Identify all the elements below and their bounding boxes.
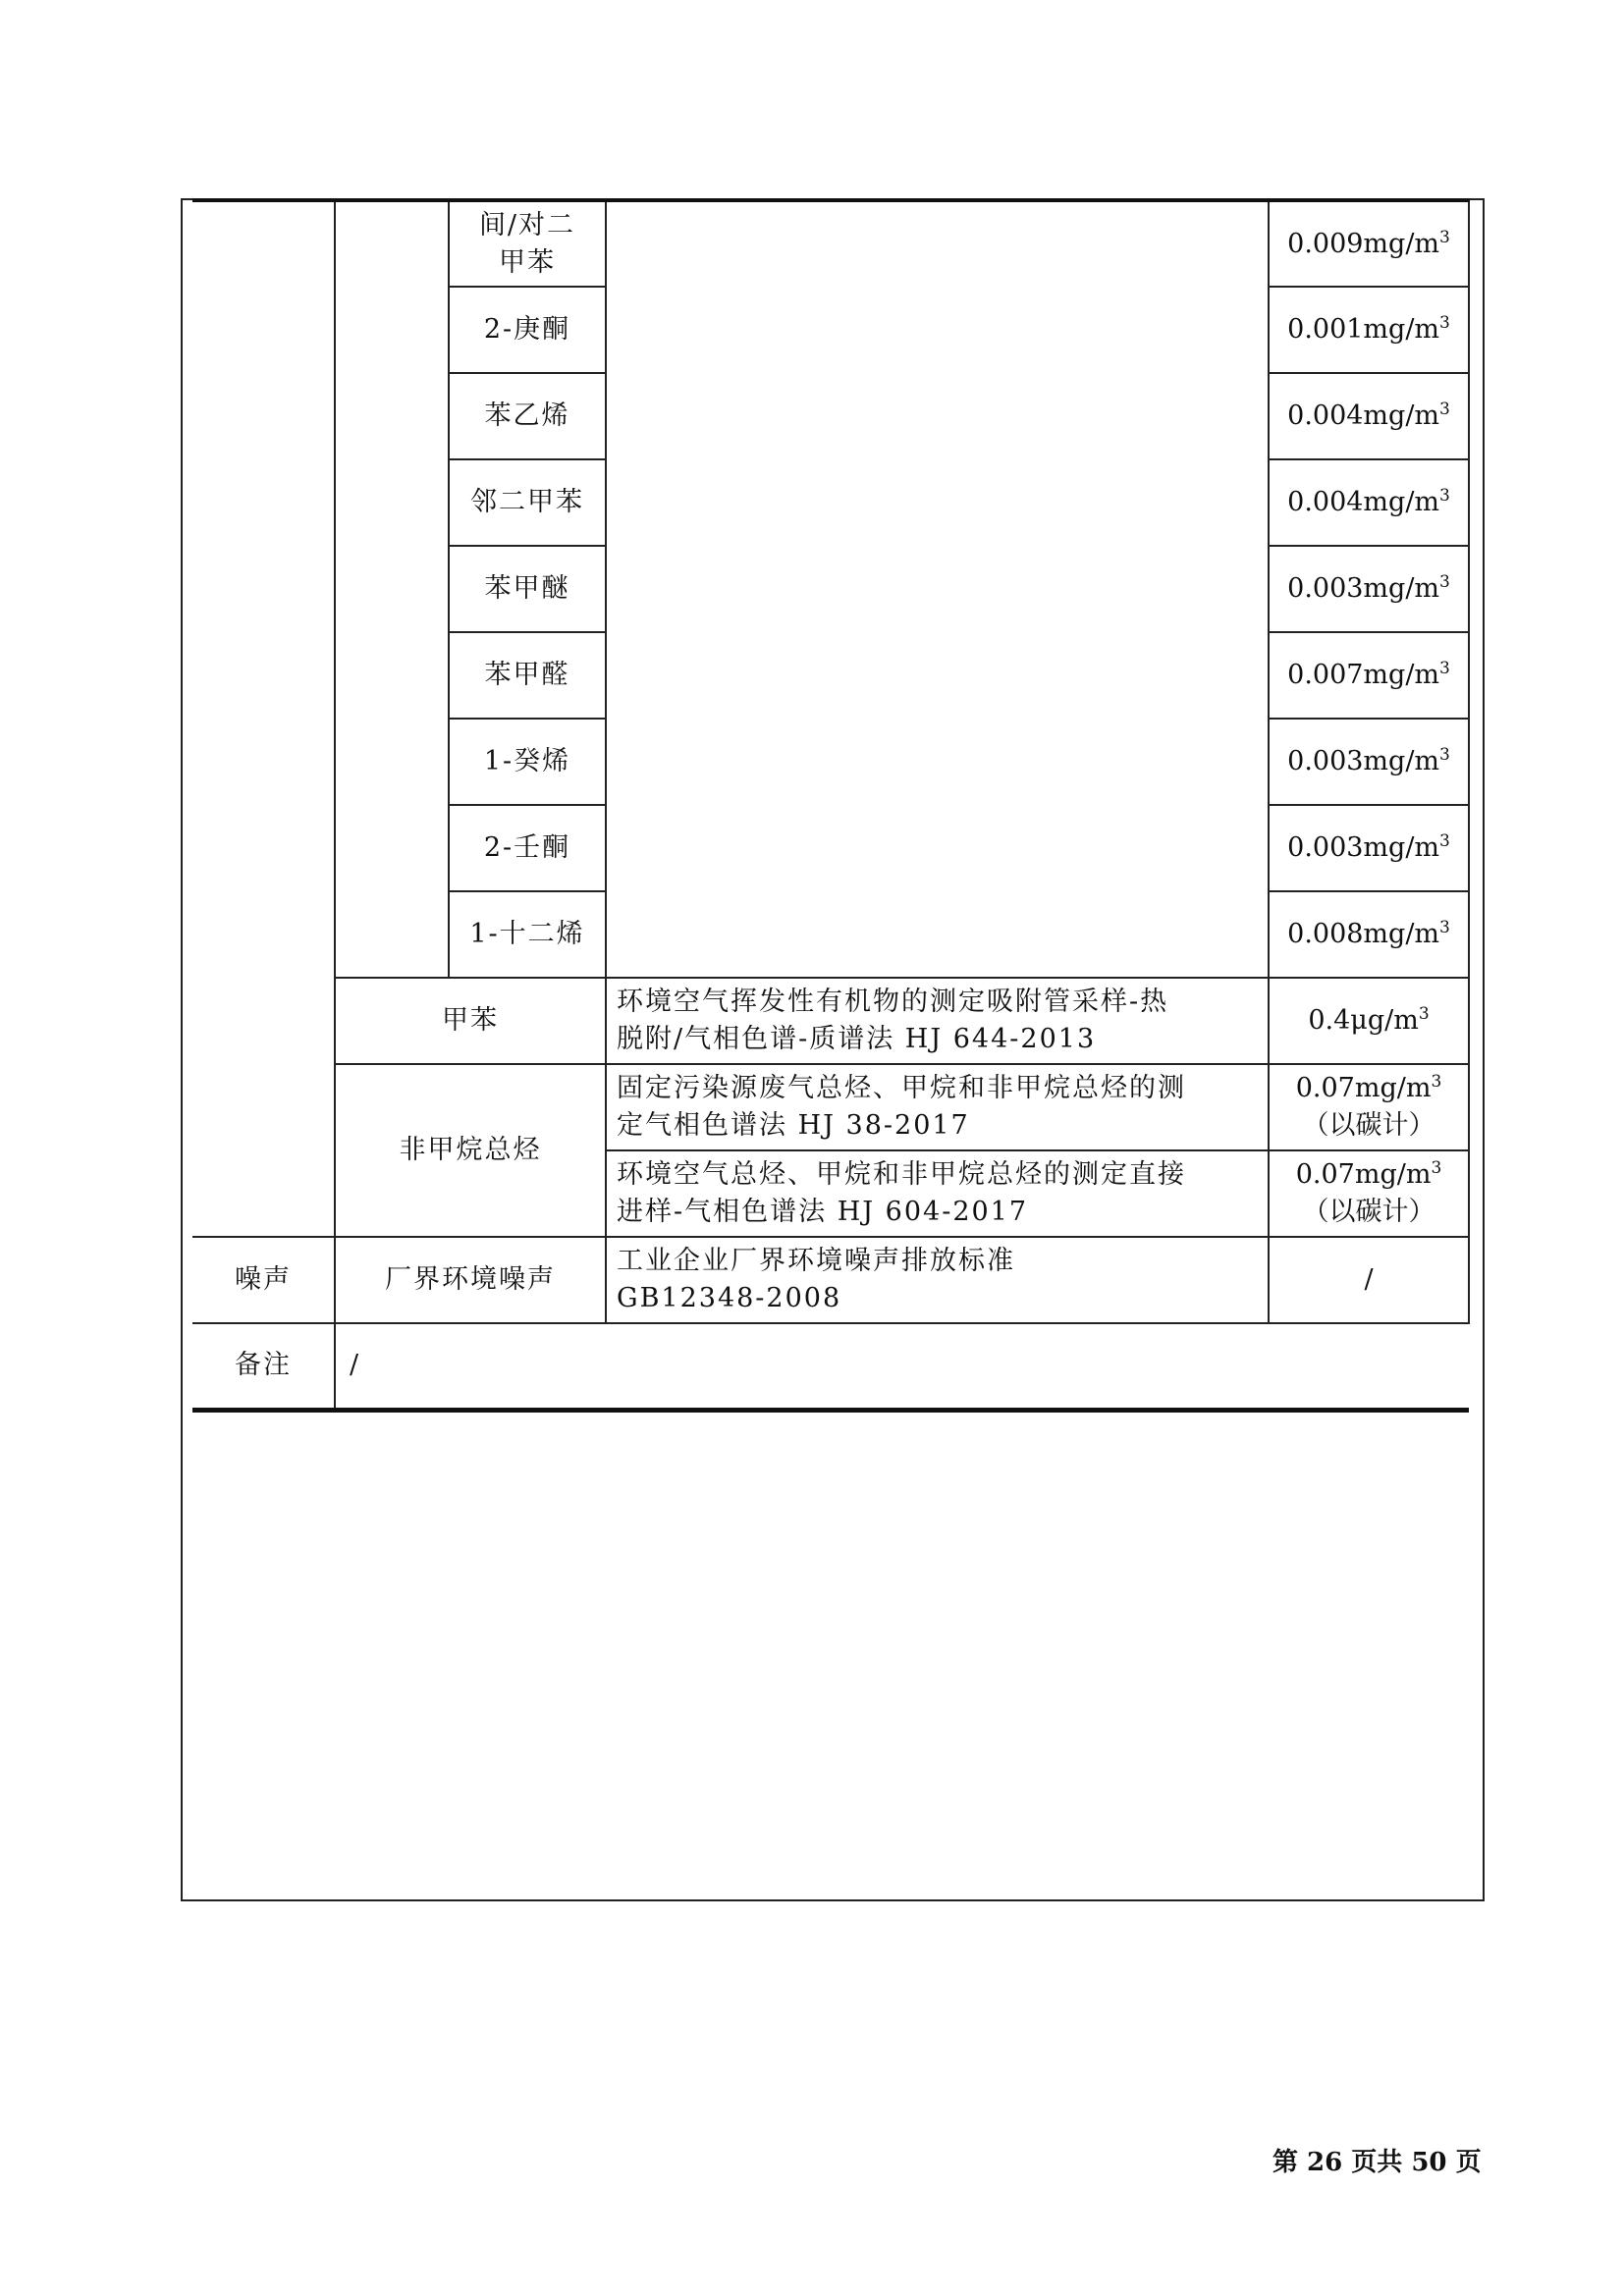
detection-limit: $0.07mg/m^3$ （以碳计） bbox=[1269, 1150, 1469, 1237]
item-name: 甲苯 bbox=[335, 978, 606, 1064]
method-text: 环境空气总烃、甲烷和非甲烷总烃的测定直接 进样-气相色谱法 HJ 604-2017 bbox=[606, 1150, 1269, 1237]
detection-limit: $0.4\mu g/m^3$ bbox=[1269, 978, 1469, 1064]
analyte-name: 1-十二烯 bbox=[449, 891, 606, 978]
detection-method-table bbox=[192, 198, 1470, 1413]
detection-limit: $0.004mg/m^3$ bbox=[1269, 459, 1469, 546]
table-row-nmhc bbox=[192, 1064, 1469, 1150]
table-row-remarks bbox=[192, 1323, 1469, 1410]
item-name: 非甲烷总烃 bbox=[335, 1064, 606, 1237]
method-cell-empty bbox=[606, 200, 1269, 978]
analyte-name: 间/对二 甲苯 bbox=[449, 200, 606, 287]
table-row bbox=[192, 200, 1469, 287]
analyte-name: 苯甲醚 bbox=[449, 546, 606, 632]
detection-limit: $0.004mg/m^3$ bbox=[1269, 373, 1469, 459]
category-cell-empty bbox=[192, 200, 335, 1237]
remarks-label: 备注 bbox=[192, 1323, 335, 1410]
detection-limit: / bbox=[1269, 1237, 1469, 1323]
detection-limit: $0.003mg/m^3$ bbox=[1269, 546, 1469, 632]
category-name: 噪声 bbox=[192, 1237, 335, 1323]
analyte-name: 苯甲醛 bbox=[449, 632, 606, 719]
detection-limit: $0.008mg/m^3$ bbox=[1269, 891, 1469, 978]
method-text: 固定污染源废气总烃、甲烷和非甲烷总烃的测 定气相色谱法 HJ 38-2017 bbox=[606, 1064, 1269, 1150]
analyte-name: 邻二甲苯 bbox=[449, 459, 606, 546]
detection-limit: $0.009mg/m^3$ bbox=[1269, 200, 1469, 287]
subcategory-cell-empty bbox=[335, 200, 449, 978]
table-row-noise bbox=[192, 1237, 1469, 1323]
detection-limit: $0.007mg/m^3$ bbox=[1269, 632, 1469, 719]
table-row-toluene bbox=[192, 978, 1469, 1064]
analyte-name: 1-癸烯 bbox=[449, 719, 606, 805]
analyte-name: 2-庚酮 bbox=[449, 287, 606, 373]
detection-limit: $0.003mg/m^3$ bbox=[1269, 805, 1469, 891]
method-text: 工业企业厂界环境噪声排放标准 GB12348-2008 bbox=[606, 1237, 1269, 1323]
detection-limit: $0.001mg/m^3$ bbox=[1269, 287, 1469, 373]
method-text: 环境空气挥发性有机物的测定吸附管采样-热 脱附/气相色谱-质谱法 HJ 644-2013 bbox=[606, 978, 1269, 1064]
analyte-name: 2-壬酮 bbox=[449, 805, 606, 891]
item-name: 厂界环境噪声 bbox=[335, 1237, 606, 1323]
remarks-value: / bbox=[335, 1323, 1469, 1410]
detection-limit: $0.003mg/m^3$ bbox=[1269, 719, 1469, 805]
page-number: 第 26 页共 50 页 bbox=[1272, 2148, 1482, 2177]
analyte-name: 苯乙烯 bbox=[449, 373, 606, 459]
detection-limit: $0.07mg/m^3$ （以碳计） bbox=[1269, 1064, 1469, 1150]
